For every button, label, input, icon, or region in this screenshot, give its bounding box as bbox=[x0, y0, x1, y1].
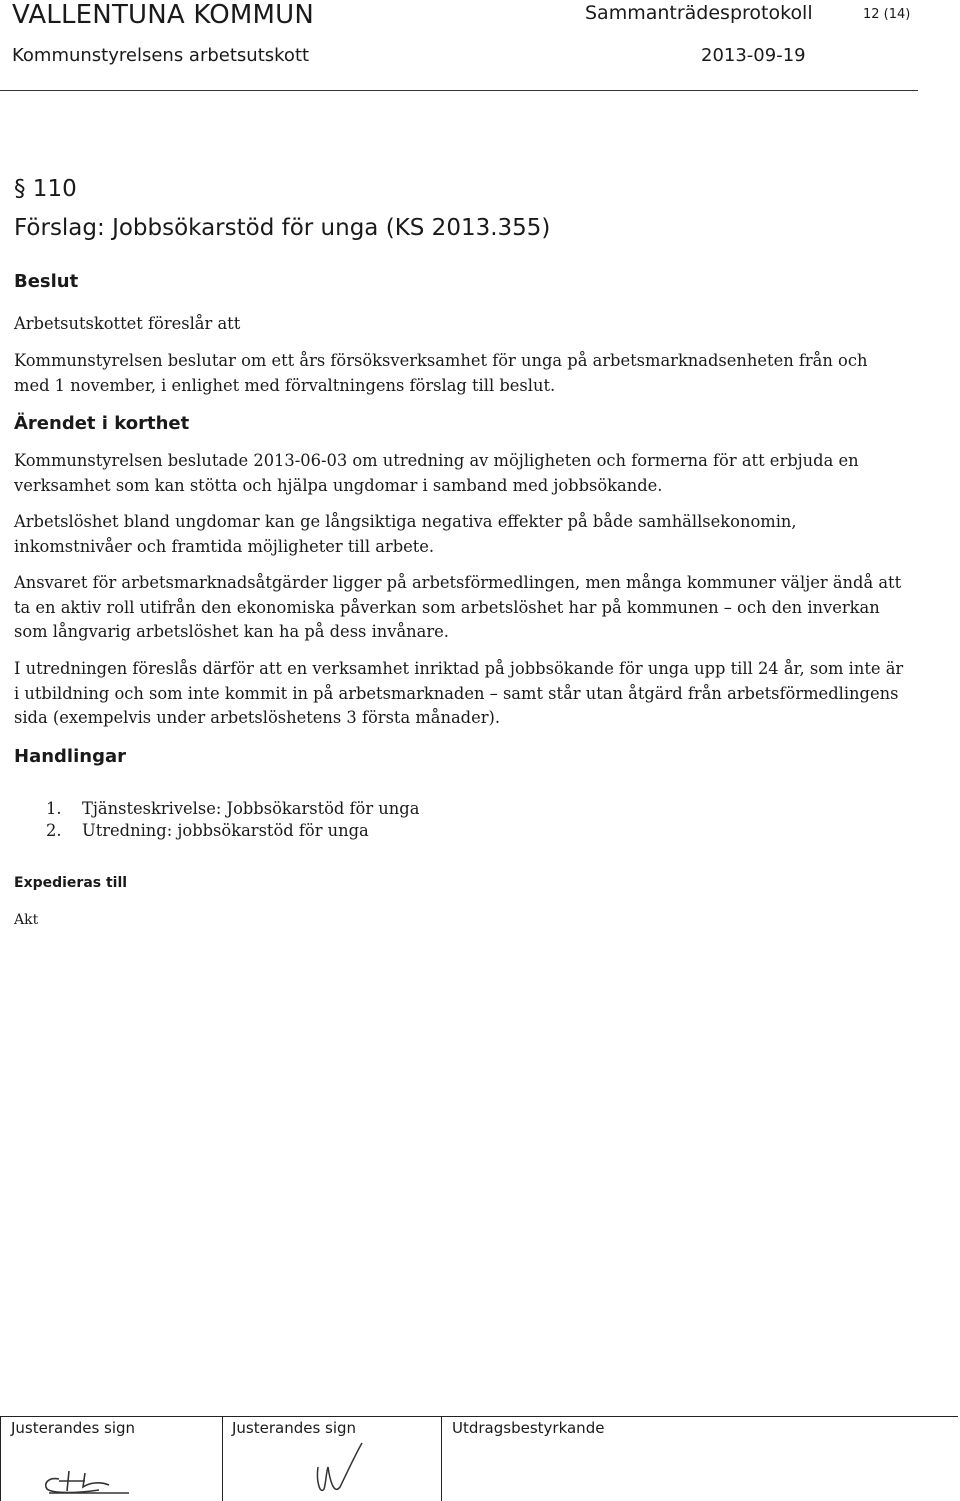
header-divider bbox=[0, 90, 918, 91]
list-item-number: 2. bbox=[46, 821, 62, 840]
beslut-text: Kommunstyrelsen beslutar om ett års försöksverksamhet för unga på arbetsmarknadsenheten från och med 1 november, i enlighet med förvaltningens förslag till beslut. bbox=[14, 351, 868, 395]
document-type: Sammanträdesprotokoll bbox=[585, 2, 813, 24]
signature-label-2: Justerandes sign bbox=[232, 1419, 357, 1437]
paragraph-number: § 110 bbox=[14, 176, 77, 202]
arendet-paragraph-2: Arbetslöshet bland ungdomar kan ge långsiktiga negativa effekter på både samhällsekonomin, inkomstnivåer och framtida möjligheter till arbete. bbox=[14, 512, 797, 556]
meeting-date: 2013-09-19 bbox=[701, 45, 806, 66]
expedieras-recipient: Akt bbox=[14, 912, 39, 928]
beslut-heading: Beslut bbox=[14, 271, 79, 292]
handwritten-initials-2 bbox=[310, 1437, 370, 1499]
list-item bbox=[46, 820, 419, 842]
signature-table bbox=[0, 1416, 958, 1501]
signature-label-3: Utdragsbestyrkande bbox=[452, 1419, 605, 1437]
arendet-paragraph-1: Kommunstyrelsen beslutade 2013-06-03 om utredning av möjligheten och formerna för att erbjuda en verksamhet som kan stötta och hjälpa ungdomar i samband med jobbsökande. bbox=[14, 451, 859, 495]
arendet-paragraph-4: I utredningen föreslås därför att en verksamhet inriktad på jobbsökande för unga upp till 24 år, som inte är i utbildning och som inte kommit in på arbetsmarknaden – samt står utan åtgärd från arbetsförmedlingens sida (exempelvis under arbetslöshetens 3 första månader). bbox=[14, 659, 904, 728]
section-title: Förslag: Jobbsökarstöd för unga (KS 2013.355) bbox=[14, 215, 551, 241]
handwritten-initials-1 bbox=[29, 1457, 149, 1497]
organization-name: VALLENTUNA KOMMUN bbox=[12, 0, 315, 30]
signature-cell-1 bbox=[0, 1417, 223, 1501]
arendet-heading: Ärendet i korthet bbox=[14, 413, 190, 434]
signature-cell-3 bbox=[442, 1417, 958, 1501]
beslut-intro: Arbetsutskottet föreslår att bbox=[14, 314, 241, 333]
list-item-text: Tjänsteskrivelse: Jobbsökarstöd för unga bbox=[82, 799, 420, 818]
page-number: 12 (14) bbox=[863, 7, 911, 22]
handlingar-heading: Handlingar bbox=[14, 746, 126, 767]
signature-label-1: Justerandes sign bbox=[11, 1419, 136, 1437]
list-item-text: Utredning: jobbsökarstöd för unga bbox=[82, 821, 369, 840]
list-item bbox=[46, 798, 419, 820]
expedieras-heading: Expedieras till bbox=[14, 875, 128, 891]
signature-cell-2 bbox=[222, 1417, 442, 1501]
arendet-paragraph-3: Ansvaret för arbetsmarknadsåtgärder ligger på arbetsförmedlingen, men många kommuner väljer ändå att ta en aktiv roll utifrån den ekonomiska påverkan som arbetslöshet har på kommunen – och den inverkan som långvarig arbetslöshet kan ha på dess invånare. bbox=[14, 573, 902, 642]
handlingar-list bbox=[46, 798, 419, 842]
list-item-number: 1. bbox=[46, 799, 62, 818]
committee-name: Kommunstyrelsens arbetsutskott bbox=[12, 45, 310, 66]
